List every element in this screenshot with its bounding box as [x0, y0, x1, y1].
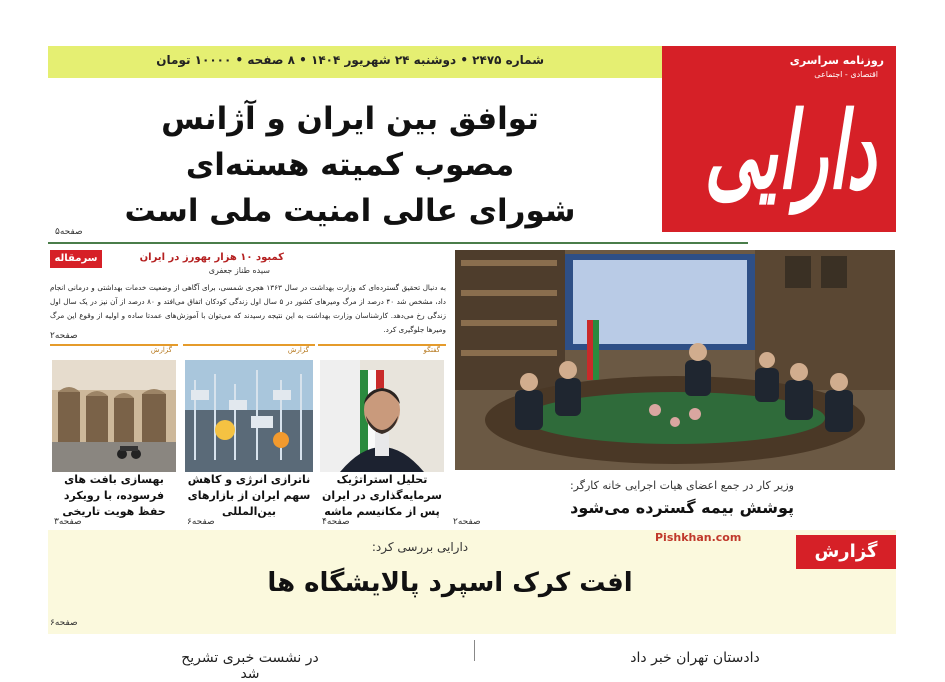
page-ref: صفحه۶ [187, 517, 215, 527]
card-tag: گزارش [150, 346, 172, 354]
logo-text: دارایی [704, 88, 876, 214]
page-ref: صفحه۲ [50, 331, 78, 341]
photo-caption-title[interactable]: پوشش بیمه گسترده می‌شود [570, 498, 794, 517]
news-card[interactable] [50, 344, 178, 526]
photo-caption-kicker: وزیر کار در جمع اعضای هیات اجرایی خانه کارگر: [569, 479, 794, 492]
old-bazaar-photo [52, 360, 176, 480]
page-ref: صفحه۲ [453, 517, 481, 527]
masthead-tagline: روزنامه سراسری [789, 54, 884, 67]
news-card[interactable] [318, 344, 446, 526]
card-caption: بهسازی بافت های فرسوده، با رویکرد حفظ هویت تاریخی [62, 473, 166, 518]
divider [474, 640, 475, 661]
teaser-headline[interactable]: دادستان تهران خبر داد [630, 650, 760, 666]
newspaper-logo [682, 88, 882, 248]
divider [48, 242, 748, 244]
issue-info-strip [48, 46, 662, 78]
masthead[interactable] [662, 46, 896, 232]
headline-line: شورای عالی امنیت ملی است [124, 193, 576, 229]
energy-photo [185, 360, 313, 480]
report-badge: گزارش [796, 535, 896, 569]
teaser-headline[interactable]: در نشست خبری تشریح شد [181, 650, 319, 682]
site-watermark: Pishkhan.com [655, 531, 742, 544]
page-ref: صفحه۶ [50, 618, 78, 628]
card-tag: گفتگو [423, 346, 440, 354]
issue-line: شماره ۲۴۷۵ • دوشنبه ۲۴ شهریور ۱۴۰۴ • ۸ صفحه • ۱۰۰۰۰ تومان [156, 53, 544, 67]
page-ref: صفحه۴ [322, 517, 350, 527]
card-caption: ناترازی انرژی و کاهش سهم ایران از بازارهای بین‌المللی [187, 473, 311, 518]
news-card[interactable] [183, 344, 315, 526]
main-headline[interactable] [120, 96, 580, 234]
card-caption: تحلیل استراتژیک سرمایه‌گذاری در ایران پس از مکانیسم ماشه [322, 473, 442, 518]
portrait-photo [320, 360, 444, 480]
card-tag: گزارش [287, 346, 309, 354]
editorial-badge: سرمقاله [50, 250, 102, 268]
report-title[interactable]: افت کرک اسپرد پالایشگاه ها [267, 568, 633, 598]
page-ref: صفحه۵ [55, 227, 83, 237]
editorial-title[interactable]: کمبود ۱۰ هزار بهورز در ایران [139, 252, 284, 263]
meeting-photo[interactable] [455, 250, 895, 470]
editorial-body: به دنبال تحقیق گسترده‌ای که وزارت بهداشت در سال ۱۳۶۳ هجری شمسی، برای آگاهی از وضعیت خدمات بهداشتی و درمانی انجام داد، مشخص شد ۴۰ درصد از مرگ ومیرهای کشور در ۵ سال اول زندگی کودکان اتفاق می‌افتد و ۸۰ درصد از آن نیز در یک سال اول زندگی رخ می‌دهد. کارشناسان وزارت بهداشت به این نتیجه رسیدند که می‌توان با آموزش‌های عمدتا ساده و اولیه از وقوع این مرگ ومیرها جلوگیری کرد. [50, 283, 447, 334]
headline-line: توافق بین ایران و آژانس [161, 101, 539, 137]
headline-line: مصوب کمیته هسته‌ای [185, 147, 515, 183]
masthead-subtitle: اقتصادی - اجتماعی [814, 70, 878, 79]
editorial-author: سیده طناز جعفری [208, 266, 270, 275]
page-ref: صفحه۳ [54, 517, 82, 527]
report-kicker: دارایی بررسی کرد: [371, 540, 469, 554]
